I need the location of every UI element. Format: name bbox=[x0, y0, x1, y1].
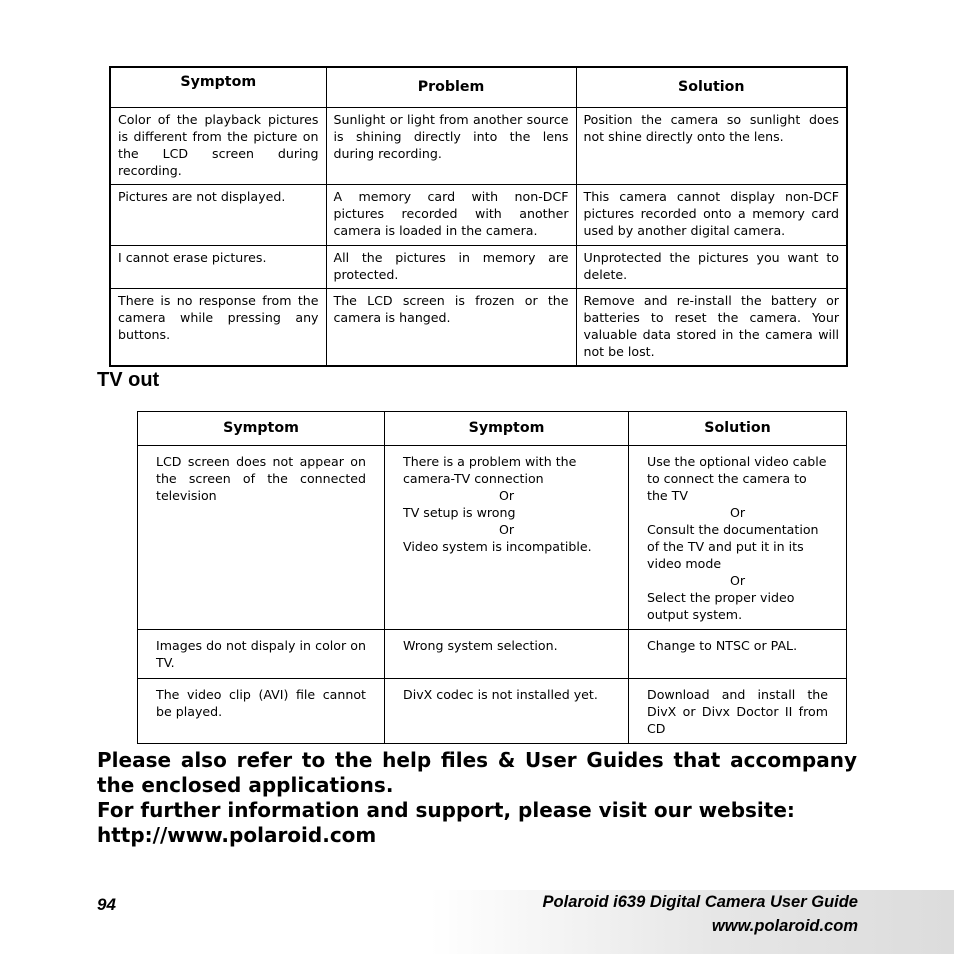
table-row bbox=[110, 289, 847, 367]
problem-cell: DivX codec is not installed yet. bbox=[385, 679, 629, 744]
tv-out-table bbox=[137, 411, 847, 744]
tv-out-heading: TV out bbox=[97, 369, 160, 391]
table-row bbox=[138, 446, 847, 630]
table-row bbox=[138, 679, 847, 744]
header-symptom-2: Symptom bbox=[385, 412, 629, 446]
solution-text: Use the optional video cable to connect the camera to the TV bbox=[647, 454, 827, 503]
guide-title: Polaroid i639 Digital Camera User Guide bbox=[542, 893, 858, 911]
header-problem: Problem bbox=[326, 67, 576, 108]
solution-text: Consult the documentation of the TV and put it in its video mode bbox=[647, 522, 819, 571]
solution-cell: Position the camera so sunlight does not shine directly onto the lens. bbox=[576, 108, 847, 185]
website-link[interactable]: http://www.polaroid.com bbox=[97, 823, 377, 847]
symptom-cell: The video clip (AVI) file cannot be played. bbox=[138, 679, 385, 744]
footer-website: www.polaroid.com bbox=[711, 917, 858, 935]
or-text: Or bbox=[498, 522, 515, 537]
troubleshooting-table bbox=[109, 66, 848, 367]
symptom-cell: Images do not dispaly in color on TV. bbox=[138, 630, 385, 679]
problem-cell: All the pictures in memory are protected. bbox=[326, 246, 576, 289]
table-header-row bbox=[110, 67, 847, 108]
footer bbox=[543, 890, 858, 938]
problem-text: There is a problem with the camera-TV connection bbox=[403, 454, 577, 486]
solution-cell: This camera cannot display non-DCF pictures recorded onto a memory card used by another digital camera. bbox=[576, 185, 847, 246]
or-text: Or bbox=[729, 573, 746, 588]
header-symptom: Symptom bbox=[138, 412, 385, 446]
symptom-cell: There is no response from the camera while pressing any buttons. bbox=[110, 289, 326, 367]
symptom-cell: LCD screen does not appear on the screen of the connected television bbox=[138, 446, 385, 630]
or-text: Or bbox=[729, 505, 746, 520]
table-row bbox=[138, 630, 847, 679]
problem-cell: Sunlight or light from another source is shining directly into the lens during recording. bbox=[326, 108, 576, 185]
header-symptom: Symptom bbox=[110, 67, 326, 108]
solution-cell: Remove and re-install the battery or batteries to reset the camera. Your valuable data stored in the camera will not be lost. bbox=[576, 289, 847, 367]
problem-cell bbox=[385, 446, 629, 630]
table-header-row bbox=[138, 412, 847, 446]
problem-cell: A memory card with non-DCF pictures recorded with another camera is loaded in the camera. bbox=[326, 185, 576, 246]
header-solution: Solution bbox=[629, 412, 847, 446]
symptom-cell: Pictures are not displayed. bbox=[110, 185, 326, 246]
closing-notes bbox=[97, 748, 857, 848]
symptom-cell: I cannot erase pictures. bbox=[110, 246, 326, 289]
table-row bbox=[110, 246, 847, 289]
solution-cell: Download and install the DivX or Divx Doctor II from CD bbox=[629, 679, 847, 744]
solution-cell: Change to NTSC or PAL. bbox=[629, 630, 847, 679]
solution-cell: Unprotected the pictures you want to delete. bbox=[576, 246, 847, 289]
problem-cell: Wrong system selection. bbox=[385, 630, 629, 679]
header-solution: Solution bbox=[576, 67, 847, 108]
problem-text: TV setup is wrong bbox=[403, 505, 516, 520]
table-row bbox=[110, 108, 847, 185]
problem-cell: The LCD screen is frozen or the camera is hanged. bbox=[326, 289, 576, 367]
problem-text: Video system is incompatible. bbox=[403, 539, 592, 554]
page-number: 94 bbox=[97, 895, 116, 914]
support-note: For further information and support, please visit our website: bbox=[97, 798, 795, 822]
symptom-cell: Color of the playback pictures is different from the picture on the LCD screen during recording. bbox=[110, 108, 326, 185]
or-text: Or bbox=[498, 488, 515, 503]
solution-cell bbox=[629, 446, 847, 630]
table-row bbox=[110, 185, 847, 246]
solution-text: Select the proper video output system. bbox=[647, 590, 795, 622]
help-files-note: Please also refer to the help files & User Guides that accompany the enclosed applications. bbox=[97, 748, 857, 797]
